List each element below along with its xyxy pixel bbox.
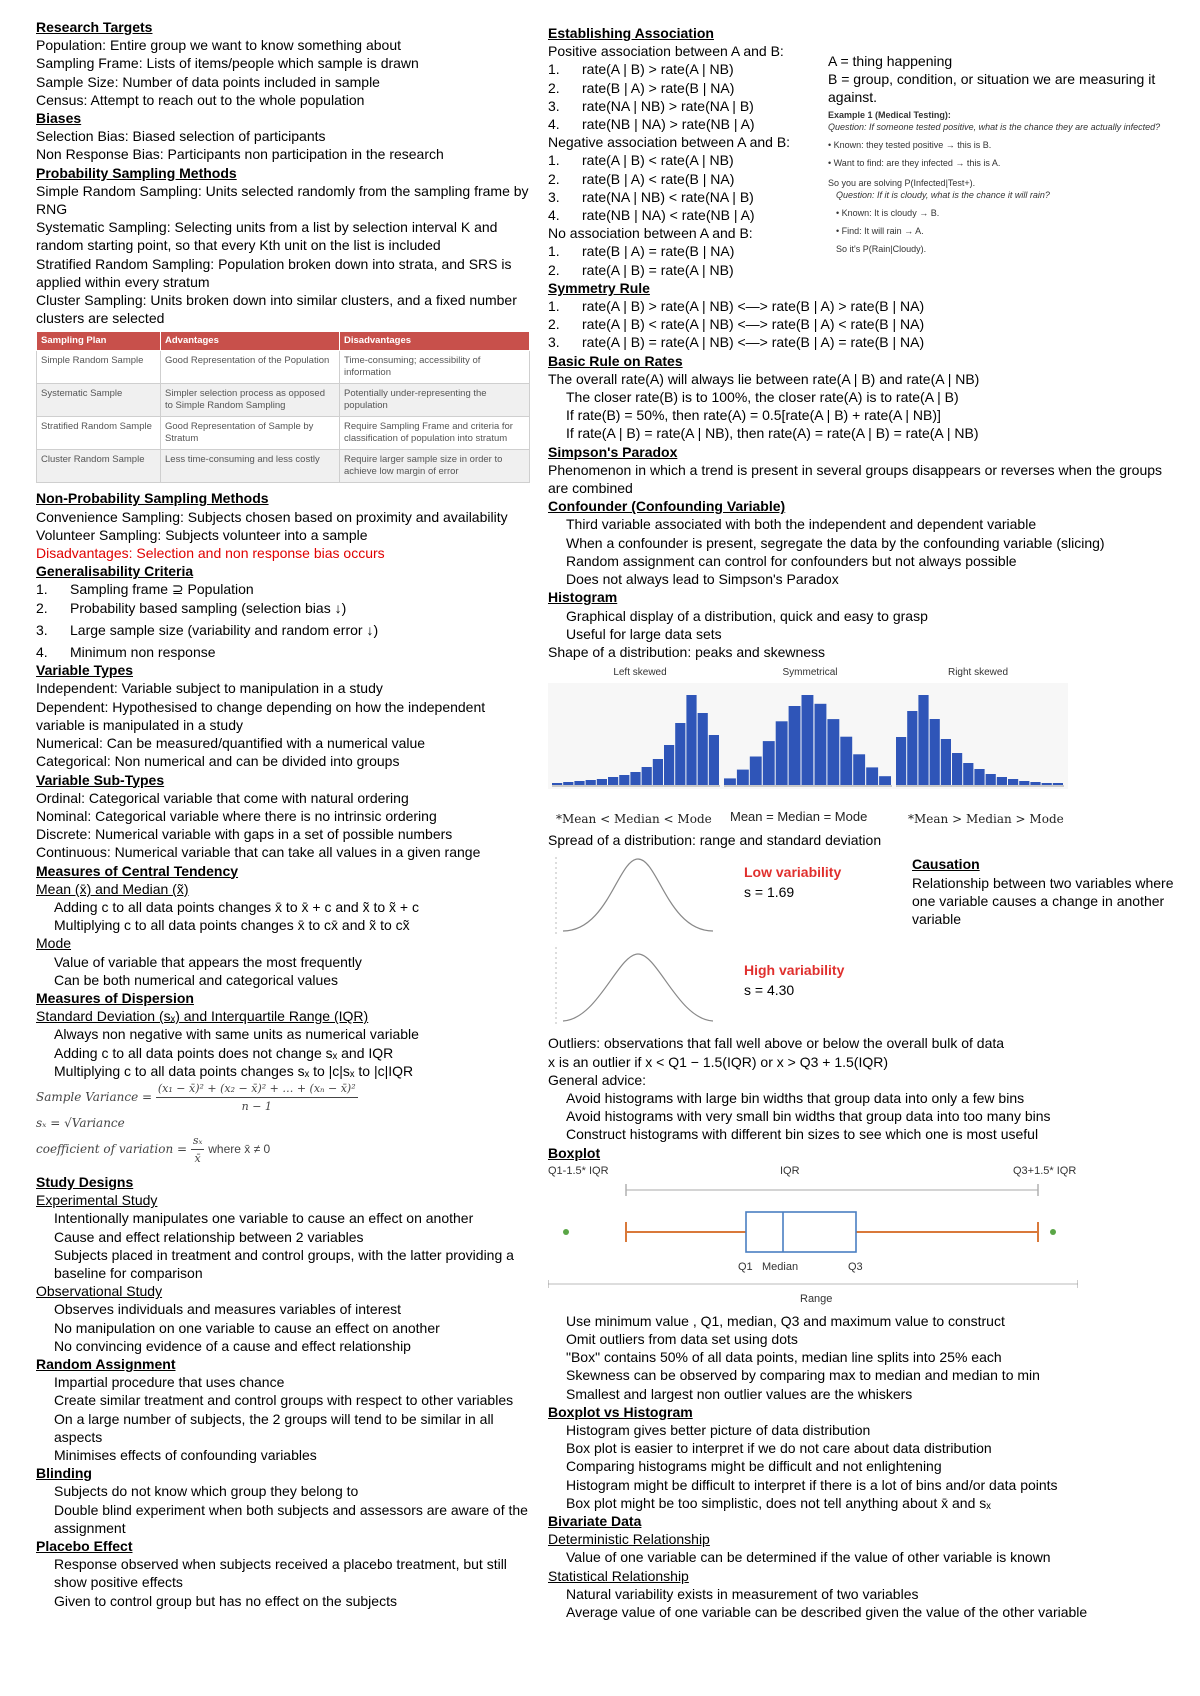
compare-line: Box plot might be too simplistic, does not tell anything about x̄ and sₓ <box>566 1494 991 1511</box>
histogram-bar <box>827 719 839 785</box>
list-number: 1. <box>548 298 560 315</box>
placebo-line: Given to control group but has no effect on the subjects <box>54 1592 397 1609</box>
table-cell: Require Sampling Frame and criteria for classification of population into stratum <box>340 417 530 450</box>
histogram-bar <box>974 769 984 785</box>
list-item <box>548 315 1180 333</box>
list-number: 3. <box>548 188 560 205</box>
advice-line: Construct histograms with different bin sizes to see which one is most useful <box>566 1126 1039 1143</box>
bivariate-line: Natural variability exists in measurement of two variables <box>566 1585 919 1602</box>
table-cell: Stratified Random Sample <box>37 417 161 450</box>
variable-line: Dependent: Hypothesised to change depending on how the independent variable is manipulated in a study <box>36 698 486 733</box>
list-text: rate(A | B) < rate(A | NB) <box>582 152 734 169</box>
skewness-histograms <box>548 661 1068 831</box>
example-solving: So you are solving P(Infected|Test+). <box>828 177 976 188</box>
histogram-bar <box>930 719 940 785</box>
non-probability-heading: Non-Probability Sampling Methods <box>36 490 269 507</box>
formula-fraction <box>156 1080 358 1115</box>
sampling-line: Systematic Sampling: Selecting units from a list by selection interval K and random starting point, so that every Kth unit on the list is included <box>36 219 498 254</box>
example2-solving: So it's P(Rain|Cloudy). <box>836 243 927 254</box>
boxplot-line: Smallest and largest non outlier values are the whiskers <box>566 1385 913 1402</box>
formula-lhs: coefficient of variation = <box>36 1141 188 1156</box>
list-number: 3. <box>548 97 560 114</box>
range-label: Range <box>800 1292 833 1305</box>
list-number: 4. <box>36 644 48 661</box>
histogram-line: Useful for large data sets <box>566 625 722 642</box>
basic-rule-sub: If rate(B) = 50%, then rate(A) = 0.5[rate(A | B) + rate(A | NB)] <box>566 407 941 424</box>
list-number: 1. <box>36 581 48 598</box>
subtype-line: Continuous: Numerical variable that can take all values in a given range <box>36 844 481 861</box>
assignment-line: On a large number of subjects, the 2 groups will tend to be similar in all aspects <box>54 1410 494 1445</box>
histogram-bar <box>750 757 762 786</box>
boxplot-line: Skewness can be observed by comparing max to median and median to min <box>566 1367 1040 1384</box>
table-cell: Cluster Random Sample <box>37 450 161 483</box>
research-line: Sampling Frame: Lists of items/people which sample is drawn <box>36 55 419 72</box>
simpsons-heading: Simpson's Paradox <box>548 443 678 460</box>
q3-label: Q3 <box>848 1260 863 1273</box>
histogram-bar <box>597 779 607 785</box>
example-title: Example 1 (Medical Testing): <box>828 109 951 120</box>
list-text: Sampling frame ⊇ Population <box>70 581 254 598</box>
hist-title: Symmetrical <box>782 667 838 679</box>
histogram-bar <box>879 776 891 785</box>
list-number: 2. <box>548 170 560 187</box>
research-line: Sample Size: Number of data points included in sample <box>36 73 380 90</box>
outlier-dot <box>1050 1229 1056 1235</box>
histogram-bar <box>1008 779 1018 785</box>
list-text: rate(NB | NA) < rate(NB | A) <box>582 207 755 224</box>
histogram-bar <box>653 759 663 785</box>
table-cell: Systematic Sample <box>37 384 161 417</box>
hist-title: Right skewed <box>947 667 1009 679</box>
histogram-bar <box>763 741 775 785</box>
list-item <box>548 242 828 260</box>
study-designs-heading: Study Designs <box>36 1173 134 1190</box>
study-line: No manipulation on one variable to cause an effect on another <box>54 1319 440 1336</box>
mean-median-subheading: Mean (x̄) and Median (x̃) <box>36 880 189 897</box>
median-label: Median <box>762 1260 799 1273</box>
probability-sampling-heading: Probability Sampling Methods <box>36 164 237 181</box>
histogram-bar <box>1030 782 1040 785</box>
hist-caption: Mean = Median = Mode <box>730 809 868 825</box>
skewness-figure <box>548 661 1180 831</box>
outlier-line: General advice: <box>548 1071 647 1088</box>
table-cell: Require larger sample size in order to achieve low margin of error <box>340 450 530 483</box>
list-item <box>548 188 828 206</box>
mode-line: Value of variable that appears the most frequently <box>54 953 362 970</box>
low-variability-label: Low variability <box>744 864 842 881</box>
bias-line: Selection Bias: Biased selection of participants <box>36 128 326 145</box>
histogram-bar <box>608 777 618 785</box>
shape-line: Shape of a distribution: peaks and skewness <box>548 643 826 660</box>
cv-formula <box>36 1132 536 1167</box>
left-column <box>36 18 536 1610</box>
histogram-bar <box>686 695 696 785</box>
histogram-bar <box>737 770 749 785</box>
hist-title: Left skewed <box>613 667 667 679</box>
histogram-bar <box>574 781 584 785</box>
example2-find: • Find: It will rain → A. <box>836 225 924 236</box>
boxplot-figure <box>548 1162 1180 1312</box>
subtype-line: Discrete: Numerical variable with gaps in a set of possible numbers <box>36 826 453 843</box>
list-item <box>548 170 828 188</box>
assignment-line: Impartial procedure that uses chance <box>54 1374 285 1391</box>
high-variability-label: High variability <box>744 962 845 979</box>
list-number: 1. <box>548 152 560 169</box>
histogram-bar <box>642 767 652 785</box>
list-text: rate(NA | NB) > rate(NA | B) <box>582 97 754 114</box>
spread-line: Spread of a distribution: range and standard deviation <box>548 832 882 849</box>
formula-numerator: (x₁ − x̄)² + (x₂ − x̄)² + … + (xₙ − x̄)² <box>156 1080 358 1098</box>
histogram-bar <box>675 723 685 785</box>
symmetry-heading: Symmetry Rule <box>548 279 650 296</box>
variable-line: Categorical: Non numerical and can be divided into groups <box>36 753 400 770</box>
causation-block <box>912 855 1178 928</box>
list-item <box>548 151 828 169</box>
table-cell: Time-consuming; accessibility of information <box>340 351 530 384</box>
table-cell: Simple Random Sample <box>37 351 161 384</box>
histogram-heading: Histogram <box>548 589 618 606</box>
bias-line: Non Response Bias: Participants non participation in the research <box>36 146 444 163</box>
low-variability-curve <box>563 859 713 931</box>
variable-line: Numerical: Can be measured/quantified with a numerical value <box>36 735 426 752</box>
statistical-subheading: Statistical Relationship <box>548 1567 689 1584</box>
basic-rule-heading: Basic Rule on Rates <box>548 352 683 369</box>
list-text: rate(A | B) > rate(A | NB) <box>582 61 734 78</box>
generalisability-heading: Generalisability Criteria <box>36 563 194 580</box>
blinding-heading: Blinding <box>36 1465 92 1482</box>
assignment-line: Create similar treatment and control groups with respect to other variables <box>54 1392 514 1409</box>
table-cell: Less time-consuming and less costly <box>161 450 340 483</box>
list-text: rate(A | B) > rate(A | NB) <—> rate(B | A) > rate(B | NA) <box>582 298 925 315</box>
list-item <box>548 206 828 224</box>
list-number: 2. <box>548 261 560 278</box>
list-number: 1. <box>548 61 560 78</box>
list-number: 4. <box>548 116 560 133</box>
basic-rule-sub: If rate(A | B) = rate(A | NB), then rate(A) = rate(A | B) = rate(A | NB) <box>566 425 979 442</box>
sampling-line: Cluster Sampling: Units broken down into similar clusters, and a fixed number clusters are selected <box>36 292 517 327</box>
association-side-note <box>828 52 1180 255</box>
outlier-dot <box>563 1229 569 1235</box>
histogram-bar <box>997 777 1007 785</box>
research-line: Census: Attempt to reach out to the whole population <box>36 91 365 108</box>
histogram-bar <box>698 713 708 785</box>
list-text: Probability based sampling (selection bias ↓) <box>70 599 347 616</box>
histogram-bar <box>563 782 573 785</box>
dispersion-line: Multiplying c to all data points changes sₓ to |c|sₓ to |c|IQR <box>54 1062 414 1079</box>
confounder-line: Third variable associated with both the independent and dependent variable <box>566 516 1037 533</box>
list-text: Minimum non response <box>70 644 216 661</box>
list-number: 3. <box>548 334 560 351</box>
table-cell: Potentially under-representing the population <box>340 384 530 417</box>
list-text: Large sample size (variability and random error ↓) <box>70 621 379 638</box>
histogram-bar <box>963 763 973 785</box>
table-row <box>37 450 530 483</box>
list-text: rate(B | A) = rate(B | NA) <box>582 243 735 260</box>
example-known: • Known: they tested positive → this is B. <box>828 139 992 150</box>
high-variability-curve <box>563 954 713 1021</box>
histogram-bar <box>630 772 640 785</box>
central-line: Adding c to all data points changes x̄ to x̄ + c and x̃ to x̃ + c <box>54 898 419 915</box>
dispersion-heading: Measures of Dispersion <box>36 989 194 1006</box>
boxplot-line: Use minimum value , Q1, median, Q3 and maximum value to construct <box>566 1312 1005 1329</box>
mode-subheading: Mode <box>36 935 72 952</box>
list-number: 2. <box>36 599 48 616</box>
outlier-line: x is an outlier if x < Q1 − 1.5(IQR) or x > Q3 + 1.5(IQR) <box>548 1053 889 1070</box>
table-header: Disadvantages <box>340 332 530 351</box>
histogram-line: Graphical display of a distribution, quick and easy to grasp <box>566 607 928 624</box>
causation-heading: Causation <box>912 856 980 873</box>
blinding-line: Double blind experiment when both subjects and assessors are aware of the assignment <box>54 1501 528 1536</box>
advice-line: Avoid histograms with very small bin widths that group data into too many bins <box>566 1108 1051 1125</box>
list-text: rate(NA | NB) < rate(NA | B) <box>582 188 754 205</box>
example2-known: • Known: It is cloudy → B. <box>836 207 940 218</box>
central-line: Multiplying c to all data points changes x̄ to cx̄ and x̃ to cx̃ <box>54 917 410 934</box>
list-text: rate(B | A) < rate(B | NA) <box>582 170 735 187</box>
boxplot-line: Omit outliers from data set using dots <box>566 1330 798 1347</box>
example-question: Question: If someone tested positive, what is the chance they are actually infected? <box>828 121 1161 132</box>
variability-figure <box>548 849 1180 1034</box>
histogram-bar <box>1053 783 1063 785</box>
random-assignment-heading: Random Assignment <box>36 1355 176 1372</box>
study-line: Observes individuals and measures variables of interest <box>54 1301 402 1318</box>
histogram-bar <box>724 779 736 786</box>
sampling-plan-table <box>36 331 530 483</box>
list-text: rate(B | A) > rate(B | NA) <box>582 79 735 96</box>
compare-line: Histogram might be difficult to interpret if there is a lot of bins and/or data points <box>566 1476 1058 1493</box>
box-vs-hist-heading: Boxplot vs Histogram <box>548 1403 693 1420</box>
biases-heading: Biases <box>36 110 82 127</box>
list-number: 4. <box>548 207 560 224</box>
histogram-bar <box>840 737 852 785</box>
example-find: • Want to find: are they infected → this is A. <box>828 157 1001 168</box>
list-item <box>548 60 828 78</box>
bivariate-heading: Bivariate Data <box>548 1512 642 1529</box>
table-row <box>37 384 530 417</box>
list-item <box>548 79 828 97</box>
confounder-heading: Confounder (Confounding Variable) <box>548 498 786 515</box>
list-number: 3. <box>36 621 48 638</box>
sd-iqr-subheading: Standard Deviation (sₓ) and Interquartile Range (IQR) <box>36 1008 369 1025</box>
basic-rule-line: The overall rate(A) will always lie between rate(A | B) and rate(A | NB) <box>548 370 980 387</box>
histogram-bar <box>896 737 906 785</box>
side-note-line: B = group, condition, or situation we are measuring it against. <box>828 71 1156 106</box>
variability-curves <box>548 849 718 1029</box>
sd-formula: sₓ = √Variance <box>36 1115 125 1130</box>
association-block <box>548 24 1180 279</box>
histogram-bar <box>789 706 801 785</box>
table-cell: Good Representation of Sample by Stratum <box>161 417 340 450</box>
list-number: 1. <box>548 243 560 260</box>
placebo-heading: Placebo Effect <box>36 1538 133 1555</box>
formula-lhs: Sample Variance = <box>36 1089 153 1104</box>
example-box <box>828 109 1180 255</box>
list-item <box>36 599 536 617</box>
histogram-bar <box>709 735 719 785</box>
dispersion-line: Always non negative with same units as numerical variable <box>54 1026 419 1043</box>
compare-line: Comparing histograms might be difficult and not enlightening <box>566 1458 942 1475</box>
research-line: Population: Entire group we want to know something about <box>36 37 402 54</box>
side-note-line: A = thing happening <box>828 53 953 69</box>
example2-question: Question: If it is cloudy, what is the chance it will rain? <box>836 189 1050 200</box>
mode-line: Can be both numerical and categorical values <box>54 971 339 988</box>
histogram-bar <box>776 721 788 785</box>
simpsons-line: Phenomenon in which a trend is present in several groups disappears or reverses when the groups are combined <box>548 461 1163 497</box>
non-prob-line: Volunteer Sampling: Subjects volunteer into a sample <box>36 526 368 543</box>
table-header: Sampling Plan <box>37 332 161 351</box>
list-item <box>36 643 536 661</box>
histogram-bar <box>853 754 865 785</box>
confounder-line: Random assignment can control for confounders but not always possible <box>566 552 1017 569</box>
sampling-line: Simple Random Sampling: Units selected randomly from the sampling frame by RNG <box>36 182 529 218</box>
confounder-line: Does not always lead to Simpson's Paradox <box>566 571 839 588</box>
list-item <box>36 580 536 598</box>
histogram-bar <box>918 695 928 785</box>
bivariate-line: Average value of one variable can be described given the value of the other variable <box>566 1603 1088 1620</box>
histogram-bar <box>986 774 996 785</box>
histogram-bar <box>952 753 962 785</box>
observational-subheading: Observational Study <box>36 1283 163 1300</box>
sample-variance-formula <box>36 1080 536 1115</box>
negative-label: Negative association between A and B: <box>548 134 791 151</box>
variable-types-heading: Variable Types <box>36 662 134 679</box>
list-text: rate(NB | NA) > rate(NB | A) <box>582 116 755 133</box>
formula-condition: where x̄ ≠ 0 <box>208 1141 271 1156</box>
list-number: 2. <box>548 79 560 96</box>
research-targets-heading: Research Targets <box>36 19 153 35</box>
list-text: rate(A | B) < rate(A | NB) <—> rate(B | A) < rate(B | NA) <box>582 316 925 333</box>
histogram-bar <box>1042 783 1052 785</box>
formula-fraction <box>191 1132 205 1167</box>
compare-line: Box plot is easier to interpret if we do not care about data distribution <box>566 1440 992 1457</box>
bivariate-line: Value of one variable can be determined if the value of other variable is known <box>566 1549 1051 1566</box>
high-variability-s: s = 4.30 <box>744 982 795 999</box>
histogram-bar <box>619 775 629 785</box>
list-item <box>548 297 1180 315</box>
histogram-bar <box>552 783 562 785</box>
table-row <box>37 417 530 450</box>
deterministic-subheading: Deterministic Relationship <box>548 1531 710 1548</box>
causation-line: Relationship between two variables where one variable causes a change in another variable <box>912 874 1174 927</box>
blinding-line: Subjects do not know which group they belong to <box>54 1483 359 1500</box>
list-item <box>548 97 828 115</box>
table-cell: Good Representation of the Population <box>161 351 340 384</box>
experimental-subheading: Experimental Study <box>36 1192 158 1209</box>
list-item <box>548 333 1180 351</box>
study-line: Subjects placed in treatment and control groups, with the latter providing a baseline for comparison <box>54 1246 514 1281</box>
list-text: rate(A | B) = rate(A | NB) <box>582 261 734 278</box>
list-item <box>548 115 828 133</box>
boxplot-diagram <box>548 1162 1078 1312</box>
hist-caption: *Mean > Median > Mode <box>908 812 1064 827</box>
list-item <box>548 261 828 279</box>
dispersion-line: Adding c to all data points does not change sₓ and IQR <box>54 1044 394 1061</box>
disadvantage-note: Disadvantages: Selection and non response bias occurs <box>36 545 385 562</box>
outlier-line: Outliers: observations that fall well above or below the overall bulk of data <box>548 1035 1005 1052</box>
histogram-bar <box>664 745 674 785</box>
list-text: rate(A | B) = rate(A | NB) <—> rate(B | A) = rate(B | NA) <box>582 334 925 351</box>
boxplot-label-left: Q1-1.5* IQR <box>548 1164 609 1177</box>
association-heading: Establishing Association <box>548 25 714 41</box>
study-line: Intentionally manipulates one variable to cause an effect on another <box>54 1210 474 1227</box>
list-item <box>36 621 536 639</box>
study-line: Cause and effect relationship between 2 variables <box>54 1228 364 1245</box>
boxplot-label-right: Q3+1.5* IQR <box>1013 1164 1077 1177</box>
sampling-line: Stratified Random Sampling: Population broken down into strata, and SRS is applied within every stratum <box>36 255 512 290</box>
variable-subtypes-heading: Variable Sub-Types <box>36 771 165 788</box>
histogram-bar <box>941 739 951 785</box>
right-column <box>548 24 1180 1621</box>
confounder-line: When a confounder is present, segregate the data by the confounding variable (slicing) <box>566 534 1105 551</box>
assignment-line: Minimises effects of confounding variables <box>54 1447 317 1463</box>
basic-rule-sub: The closer rate(B) is to 100%, the closer rate(A) is to rate(A | B) <box>566 389 959 406</box>
advice-line: Avoid histograms with large bin widths that group data into only a few bins <box>566 1089 1025 1106</box>
q1-label: Q1 <box>738 1260 753 1273</box>
low-variability-s: s = 1.69 <box>744 884 795 901</box>
iqr-box <box>746 1212 856 1252</box>
boxplot-heading: Boxplot <box>548 1144 601 1161</box>
subtype-line: Nominal: Categorical variable where there is no intrinsic ordering <box>36 807 437 824</box>
list-number: 2. <box>548 316 560 333</box>
table-header: Advantages <box>161 332 340 351</box>
central-tendency-heading: Measures of Central Tendency <box>36 862 239 879</box>
placebo-line: Response observed when subjects received a placebo treatment, but still show positive effects <box>54 1556 507 1591</box>
boxplot-label-iqr: IQR <box>780 1164 800 1177</box>
boxplot-line: "Box" contains 50% of all data points, median line splits into 25% each <box>566 1349 1002 1366</box>
histogram-bar <box>815 704 827 785</box>
formula-numerator: sₓ <box>191 1132 205 1150</box>
table-row <box>37 351 530 384</box>
histogram-bar <box>586 780 596 785</box>
table-header-row <box>37 332 530 351</box>
variable-line: Independent: Variable subject to manipulation in a study <box>36 680 383 697</box>
histogram-bar <box>907 711 917 785</box>
histogram-bar <box>866 768 878 786</box>
hist-caption: *Mean < Median < Mode <box>556 812 712 827</box>
subtype-line: Ordinal: Categorical variable that come with natural ordering <box>36 789 409 806</box>
table-cell: Simpler selection process as opposed to Simple Random Sampling <box>161 384 340 417</box>
none-label: No association between A and B: <box>548 225 753 242</box>
association-list <box>548 24 828 279</box>
formula-denominator: n − 1 <box>241 1099 272 1113</box>
histogram-bar <box>802 695 814 785</box>
study-line: No convincing evidence of a cause and effect relationship <box>54 1337 411 1354</box>
non-prob-line: Convenience Sampling: Subjects chosen based on proximity and availability <box>36 508 508 525</box>
histogram-bar <box>1019 781 1029 785</box>
formula-denominator: x̄ <box>194 1151 201 1165</box>
compare-line: Histogram gives better picture of data distribution <box>566 1421 871 1438</box>
positive-label: Positive association between A and B: <box>548 43 784 60</box>
